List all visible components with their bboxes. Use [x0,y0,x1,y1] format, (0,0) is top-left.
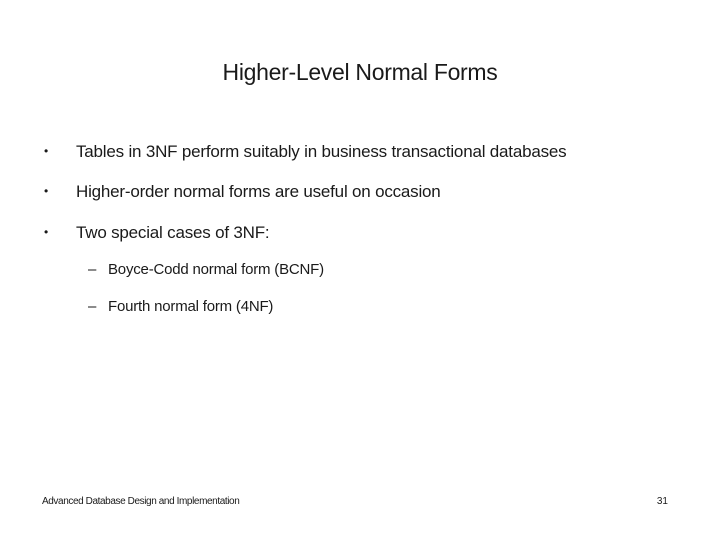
sub-bullet-text: Fourth normal form (4NF) [108,298,274,315]
sub-bullet-text: Boyce-Codd normal form (BCNF) [108,261,324,278]
sub-bullet-marker: – [88,261,97,278]
page-number: 31 [656,496,668,507]
sub-bullet-item [88,297,273,317]
sub-bullet-marker: – [88,298,97,315]
bullet-item [44,180,441,203]
bullet-item [44,140,566,163]
bullet-item [44,221,269,244]
bullet-text: Higher-order normal forms are useful on occasion [76,182,441,201]
bullet-marker: • [44,144,49,158]
footer-course-title: Advanced Database Design and Implementation [42,496,240,507]
bullet-marker: • [44,225,49,239]
bullet-text: Tables in 3NF perform suitably in business transactional databases [76,142,567,161]
bullet-text: Two special cases of 3NF: [76,223,270,242]
sub-bullet-item [88,260,324,280]
slide-title: Higher-Level Normal Forms [222,59,498,85]
bullet-marker: • [44,184,49,198]
